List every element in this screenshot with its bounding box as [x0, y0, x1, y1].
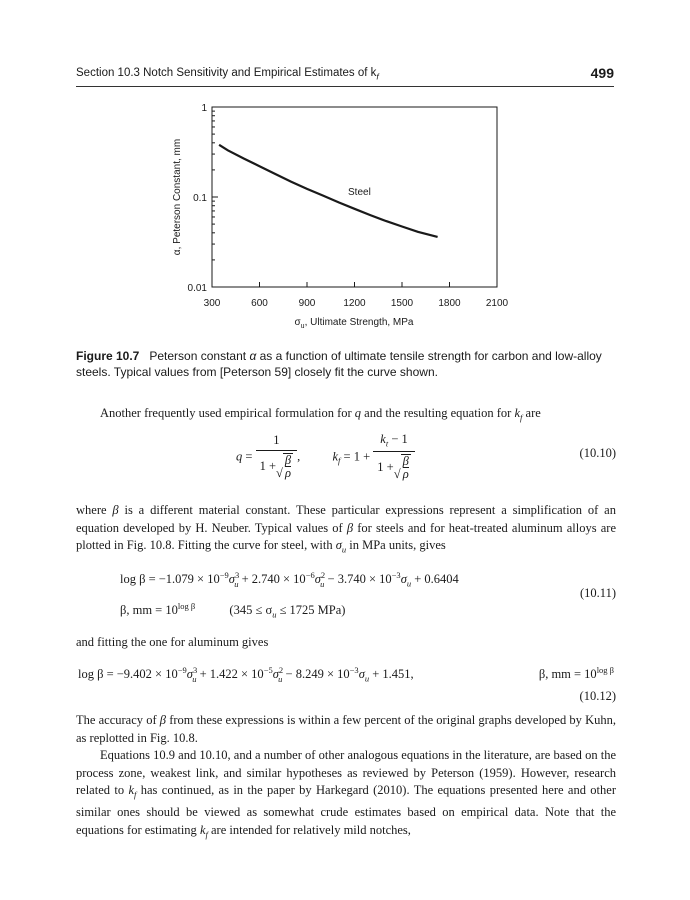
x-axis-label: $\sigma_u$, Ultimate Strength, MPa: [294, 317, 414, 330]
x-tick-label: 1500: [390, 298, 414, 309]
x-tick-label: 600: [251, 298, 268, 309]
equation-10-11-line-2: β, mm = $10^{log \beta}$ ($345 \le \sigma_u \le 1725$ MPa): [120, 601, 346, 620]
y-axis-label: α, Peterson Constant, mm: [172, 138, 183, 256]
x-tick-label: 900: [298, 298, 316, 309]
section-title: Section 10.3 Notch Sensitivity and Empirical Estimates of $k_f$: [76, 67, 379, 82]
curve-annotation: Steel: [348, 187, 371, 198]
figure-caption: Figure 10.7 Peterson constant α as a function of ultimate tensile strength for carbon and low-alloy steels. Typical values from [Peterson 59] closely fit the curve shown.: [76, 349, 602, 379]
y-ticks: [188, 103, 218, 294]
x-tick-label: 1800: [438, 298, 461, 309]
y-tick-label: 0.01: [187, 283, 207, 294]
peterson-chart: [0, 0, 690, 340]
paragraph-4: The accuracy of β from these expressions is within a few percent of the original graphs developed by Kuhn, as replotted in Fig. 10.8.: [76, 713, 616, 745]
x-tick-label: 2100: [485, 298, 509, 309]
figure-label: Figure 10.7: [76, 349, 140, 363]
paragraph-5: Equations 10.9 and 10.10, and a number of other analogous equations in the literature, are based on the process zone, weakest link, and similar hypotheses as reviewed by Peterson (1959). However, research related to $k_f$ has continued, as in the paper by Harkegard (2010). The equations presented here and other similar ones should be viewed as somewhat crude estimates based on empirical data. Note that the equations for estimating $k_f$ are intended for relatively mild notches,: [76, 748, 616, 839]
steel-curve: [219, 145, 438, 237]
x-tick-label: 1200: [343, 298, 366, 309]
equation-number-10-12: (10.12): [579, 689, 616, 703]
equation-10-11-line-1: $\log \beta = -1.079 \times 10^{-9}\sigma^3_u + 2.740 \times 10^{-6}\sigma^2_u - 3.740 \times 10^{-3}\sigma_u + 0.6404$: [120, 570, 459, 589]
y-tick-label: 1: [201, 103, 207, 114]
equation-10-10: q = 1 1 +√ $\frac{\beta}{\rho}$ , $k_f = 1$ + $k_t - 1$ 1 +√ $\frac{\beta}{\rho}$: [236, 432, 415, 482]
page-number: 499: [590, 65, 614, 81]
equation-10-12-right: β, mm = $10^{log \beta}$: [538, 665, 614, 682]
x-ticks: [204, 282, 509, 309]
x-tick-label: 300: [203, 298, 221, 309]
equation-number-10-10: (10.10): [579, 446, 616, 460]
equation-10-12: $\log \beta = -9.402 \times 10^{-9}\sigma^3_u + 1.422 \times 10^{-5}\sigma^2_u - 8.249 \times 10^{-3}\sigma_u + 1.451$,: [78, 665, 414, 684]
paragraph-1: Another frequently used empirical formulation for q and the resulting equation for $k_f$ are: [100, 406, 541, 423]
paragraph-2: where β is a different material constant. These particular expressions represent a simplification of an equation developed by H. Neuber. Typical values of β for steels and for heat-treated aluminum alloys are plotted in Fig. 10.8. Fitting the curve for steel, with $\sigma_u$ in MPa units, gives: [76, 503, 616, 555]
y-tick-label: 0.1: [193, 193, 207, 204]
paragraph-3: and fitting the one for aluminum gives: [76, 635, 269, 649]
equation-number-10-11: (10.11): [580, 586, 616, 600]
